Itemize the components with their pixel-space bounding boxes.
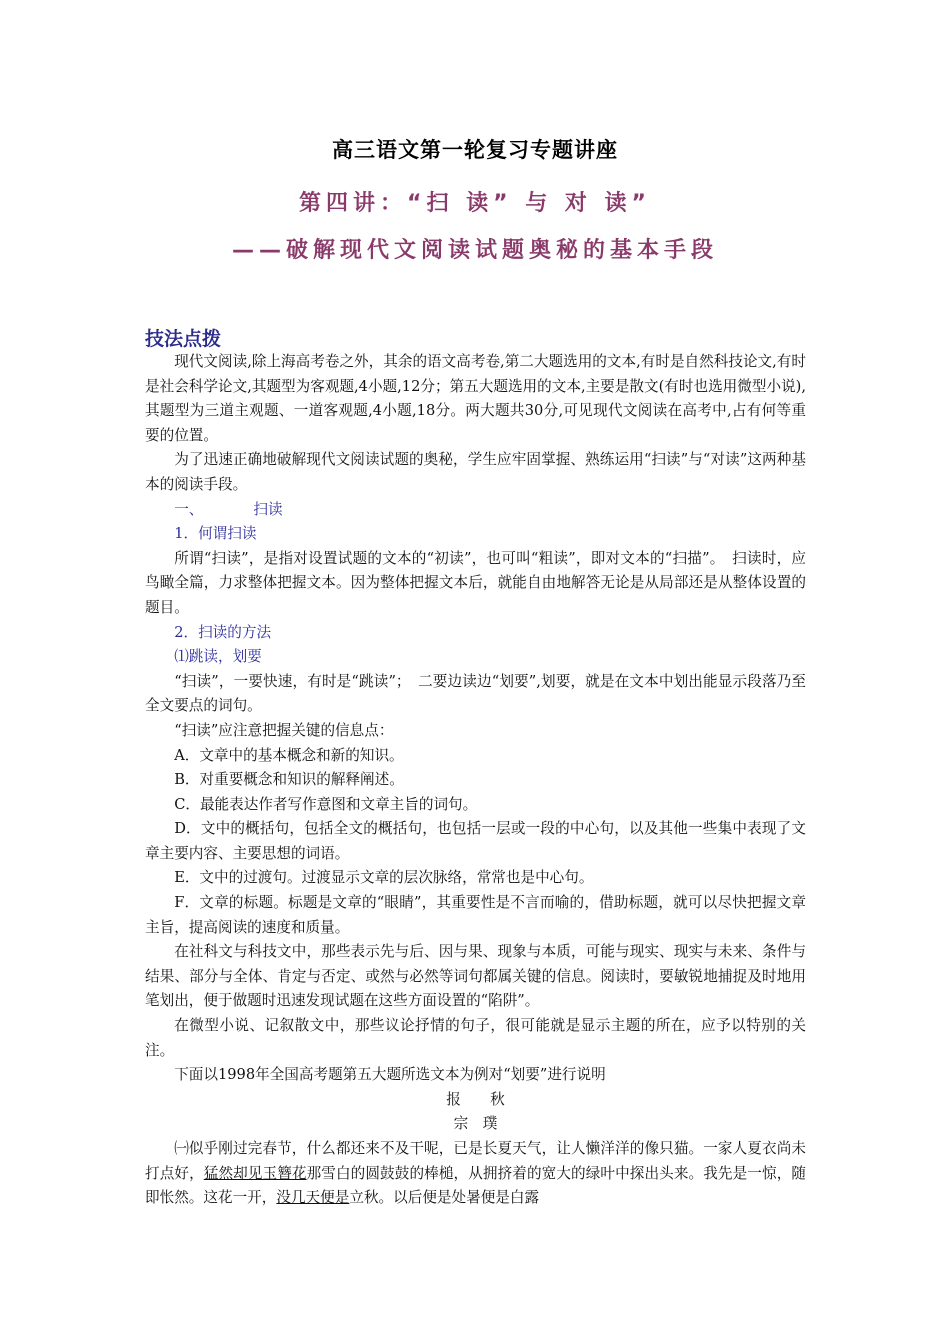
underlined-phrase: 没几天便是 <box>276 1189 350 1207</box>
paragraph: 在社科文与科技文中，那些表示先与后、因与果、现象与本质，可能与现实、现实与未来、条件与结果、部分与全体、肯定与否定、或然与必然等词句都属关键的信息。阅读时，要敏锐地捕捉及时地用笔划出，便于做题时迅速发现试题在这些方面设置的“陷阱”。 <box>145 943 806 1010</box>
paragraph: 下面以1998年全国高考题第五大题所选文本为例对“划要”进行说明 <box>174 1066 606 1084</box>
essay-author: 宗 璞 <box>453 1115 498 1133</box>
underlined-phrase: 猛然却见玉簪花 <box>203 1164 307 1182</box>
paragraph: “扫读”应注意把握关键的信息点： <box>174 721 394 739</box>
section-heading: 技法点拨 <box>145 328 222 350</box>
paragraph: 所谓“扫读”，是指对设置试题的文本的“初读”，也可叫“粗读”，即对文本的“扫描”。 扫读时，应鸟瞰全篇，力求整体把握文本。因为整体把握文本后，就能自由地解答无论是从局部还是从整体设置的题目。 <box>145 549 806 616</box>
essay-text: 立秋。以后便是处暑便是白露 <box>349 1189 540 1207</box>
heading-level-2: 2．扫读的方法 <box>174 623 272 641</box>
heading-number: 一、 <box>174 500 204 518</box>
paragraph: “扫读”，一要快速，有时是“跳读”； 二要边读边“划要”,划要，就是在文本中划出能显示段落乃至全文要点的词句。 <box>145 672 806 715</box>
heading-level-3: ⑴跳读，划要 <box>174 648 262 666</box>
list-item: A．文章中的基本概念和新的知识。 <box>174 746 404 764</box>
list-item: C．最能表达作者写作意图和文章主旨的词句。 <box>174 795 478 813</box>
paragraph: 为了迅速正确地破解现代文阅读试题的奥秘，学生应牢固掌握、熟练运用“扫读”与“对读”这两种基本的阅读手段。 <box>145 451 806 493</box>
document-title: 高三语文第一轮复习专题讲座 <box>332 137 618 162</box>
heading-level-1 <box>145 498 806 523</box>
lecture-subtitle-2: ——破解现代文阅读试题奥秘的基本手段 <box>231 238 718 263</box>
list-item: E．文中的过渡句。过渡显示文章的层次脉络，常常也是中心句。 <box>174 869 594 887</box>
paragraph: 现代文阅读,除上海高考卷之外，其余的语文高考卷,第二大题选用的文本,有时是自然科技论文,有时是社会科学论文,其题型为客观题,4小题,12分；第五大题选用的文本,主要是散文(有时也选用微型小说),其题型为三道主观题、一道客观题,4小题,18分。两大题共30分,可见现代文阅读在高考中,占有何等重要的位置。 <box>145 353 806 444</box>
essay-paragraph <box>145 1137 806 1211</box>
document-body <box>145 350 806 1211</box>
list-item: B．对重要概念和知识的解释阐述。 <box>174 771 404 789</box>
essay-text: 那雪白的圆鼓鼓的棒槌，从拥挤着的宽大的绿叶中探出头来。我先是一惊，随即怅然。这花一开， <box>145 1164 806 1207</box>
heading-text: 扫读 <box>253 500 283 518</box>
essay-text: ㈠似乎刚过完春节，什么都还来不及干呢，已是长夏天气，让人懒洋洋的像只猫。一家人夏衣尚未打点好， <box>145 1140 806 1182</box>
heading-level-2: 1．何谓扫读 <box>174 525 257 543</box>
list-item: F．文章的标题。标题是文章的“眼睛”，其重要性是不言而喻的，借助标题，就可以尽快把握文章主旨，提高阅读的速度和质量。 <box>145 894 806 936</box>
essay-title: 报 秋 <box>446 1090 505 1108</box>
lecture-subtitle: 第四讲：“扫 读” 与 对 读” <box>298 191 651 216</box>
list-item: D．文中的概括句，包括全文的概括句，也包括一层或一段的中心句，以及其他一些集中表现了文章主要内容、主要思想的词语。 <box>145 820 806 862</box>
paragraph: 在微型小说、记叙散文中，那些议论抒情的句子，很可能就是显示主题的所在，应予以特别的关注。 <box>145 1017 806 1059</box>
